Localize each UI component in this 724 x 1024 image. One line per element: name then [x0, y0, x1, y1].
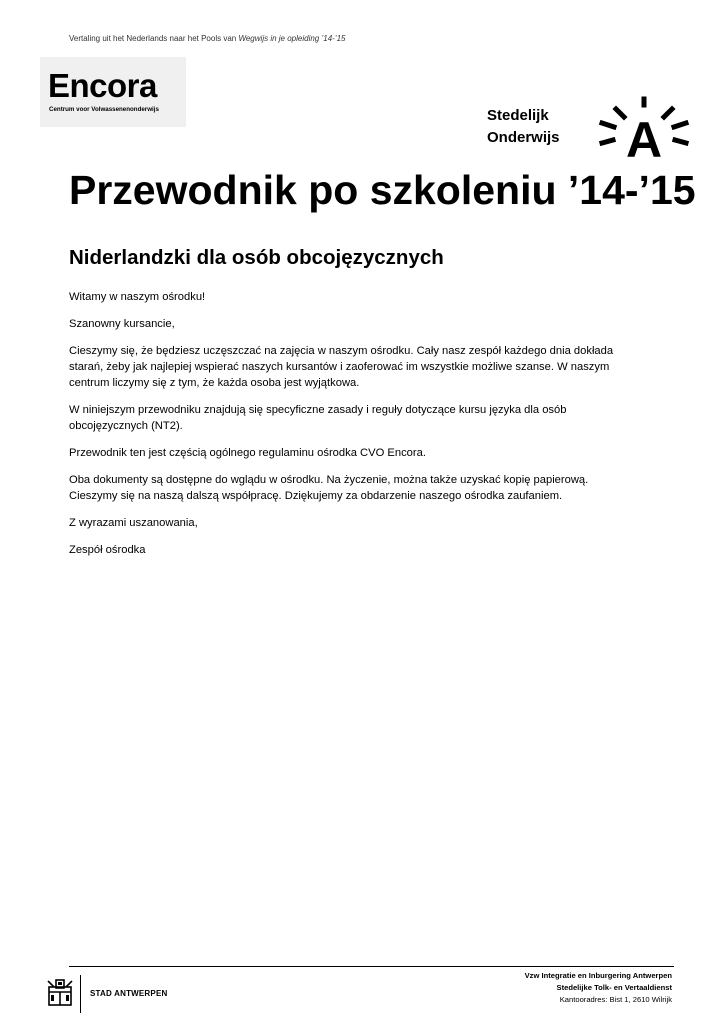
paragraph-rules: [69, 402, 669, 434]
stedelijk-logo-line2: Onderwijs: [487, 129, 560, 146]
document-title: Przewodnik po szkoleniu ’14-’15: [69, 167, 696, 213]
stad-antwerpen-logo: [46, 975, 186, 1011]
paragraph-line: Cieszymy się na naszą dalszą współpracę. Dziękujemy za obdarzenie naszego ośrodka zaufaniem.: [69, 490, 563, 502]
paragraph-signature: [69, 542, 669, 558]
paragraph-salutation: [69, 316, 669, 332]
paragraph-line: centrum liczymy się z tym, że każda osoba jest wyjątkowa.: [69, 377, 360, 389]
paragraph-line: Oba dokumenty są dostępne do wglądu w ośrodku. Na życzenie, można także uzyskać kopię papierową.: [69, 474, 589, 486]
footer-divider: [69, 966, 674, 967]
antwerp-crest-icon: [46, 977, 74, 1009]
stedelijk-logo-text: [487, 105, 560, 149]
footer-org-name: Vzw Integratie en Inburgering Antwerpen: [524, 971, 672, 980]
antwerp-a-icon: [592, 95, 696, 161]
stad-antwerpen-label: STAD ANTWERPEN: [90, 989, 168, 998]
translation-note-source: Wegwijs in je opleiding ’14-’15: [238, 34, 346, 43]
footer-logo-divider: [80, 975, 81, 1013]
paragraph-line: W niniejszym przewodniku znajdują się specyficzne zasady i reguły dotyczące kursu języka dla osób: [69, 404, 567, 416]
paragraph-line: Zespół ośrodka: [69, 544, 146, 556]
paragraph-line: Szanowny kursancie,: [69, 318, 175, 330]
paragraph-line: Przewodnik ten jest częścią ogólnego regulaminu ośrodka CVO Encora.: [69, 447, 426, 459]
body-text: [69, 289, 669, 569]
footer-service-name: Stedelijke Tolk- en Vertaaldienst: [556, 983, 672, 992]
paragraph-line: Cieszymy się, że będziesz uczęszczać na zajęcia w naszym ośrodku. Cały nasz zespół każdego dnia dokłada: [69, 345, 614, 357]
translation-note-text: Vertaling uit het Nederlands naar het Pools van: [69, 34, 239, 43]
encora-logo-name: Encora: [48, 67, 157, 104]
translation-note: [69, 34, 345, 43]
paragraph-line: Witamy w naszym ośrodku!: [69, 291, 206, 303]
document-subtitle: Niderlandzki dla osób obcojęzycznych: [69, 246, 444, 269]
encora-logo-subtitle: Centrum voor Volwassenenonderwijs: [49, 106, 159, 113]
paragraph-regulations: [69, 445, 669, 461]
stedelijk-logo-line1: Stedelijk: [487, 107, 549, 124]
encora-logo: [40, 57, 186, 127]
paragraph-closing: [69, 515, 669, 531]
footer-address: [525, 970, 672, 1006]
paragraph-intro: [69, 343, 669, 391]
footer-office-address: Kantooradres: Bist 1, 2610 Wilrijk: [559, 995, 672, 1004]
paragraph-greeting: [69, 289, 669, 305]
paragraph-line: starań, żeby jak najlepiej wspierać naszych kursantów i zaoferować im wszystkie możliwe szanse. W naszym: [69, 361, 610, 373]
paragraph-documents: [69, 472, 669, 504]
paragraph-line: obcojęzycznych (NT2).: [69, 420, 183, 432]
stedelijk-mark-letter: A: [625, 112, 663, 161]
stedelijk-onderwijs-logo: [487, 95, 697, 165]
paragraph-line: Z wyrazami uszanowania,: [69, 517, 198, 529]
